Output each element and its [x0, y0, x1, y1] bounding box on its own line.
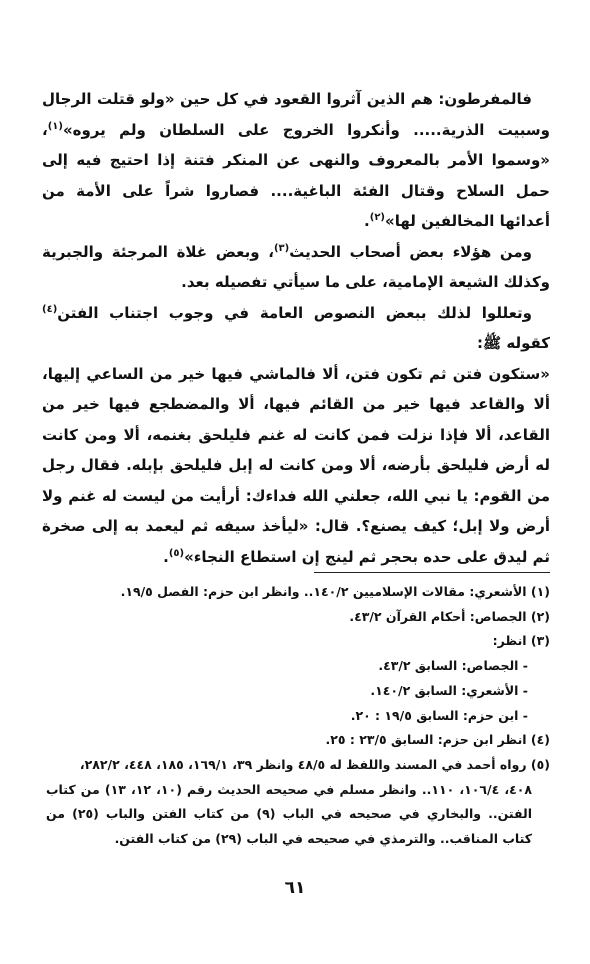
footnote-ref-4: (٤) — [42, 303, 58, 315]
paragraph-2 — [42, 237, 550, 298]
footnote-ref-5: (٥) — [168, 547, 185, 559]
main-text — [42, 84, 550, 572]
footnote-3-item-2: - الأشعري: السابق ١٤٠/٢. — [370, 682, 528, 698]
footnote-4: (٤) انظر ابن حزم: السابق ٢٣/٥ : ٢٥. — [325, 732, 550, 748]
paragraph-1-end: . — [364, 212, 370, 230]
paragraph-2-text: ومن هؤلاء بعض أصحاب الحديث — [289, 242, 532, 261]
paragraph-1-text-b: ، «وسموا الأمر بالمعروف والنهى عن المنكر فتنة إذا احتيج فيه إلى حمل السلاح وقتال الفئة الباغية.... فصاروا شراً على الأمة من أعدائها المخالفين لها» — [42, 120, 550, 230]
paragraph-3 — [42, 298, 550, 359]
footnote-3-item-3: - ابن حزم: السابق ١٩/٥ : ٢٠. — [350, 707, 528, 723]
hadith-quote — [42, 359, 550, 573]
footnote-5: (٥) رواه أحمد في المسند واللفظ له ٤٨/٥ وانظر ٣٩، ١٦٩/١، ١٨٥، ٤٤٨، ٢٨٢/٢، — [79, 756, 550, 772]
page-number: ٦١ — [284, 878, 306, 898]
footnote-5-continued: ٤٠٨، ١٠٦/٤، ١١٠.. وانظر مسلم في صحيحه الحديث رقم (١٠، ١٢، ١٣) من كتاب الفتن.. والبخاري في صحيحه في الباب (٩) من كتاب الفتن والباب (٢٥) من كتاب المناقب.. والترمذي في صحيحه في الباب (٢٩) من كتاب الفتن. — [46, 781, 532, 847]
paragraph-1 — [42, 84, 550, 237]
paragraph-1-text: فالمفرطون: هم الذين آثروا القعود في كل حين «ولو قتلت الرجال وسبيت الذرية..... وأنكروا الخروج على السلطان ولم يروه» — [42, 90, 550, 139]
footnotes — [46, 580, 550, 852]
footnote-3: (٣) انظر: — [492, 633, 550, 649]
footnote-ref-3: (٣) — [273, 242, 290, 254]
footnote-2: (٢) الجصاص: أحكام القرآن ٤٣/٢. — [349, 608, 550, 624]
footnote-ref-2: (٢) — [369, 212, 385, 223]
hadith-text: «ستكون فتن ثم تكون فتن، ألا فالماشي فيها خير من الساعي إليها، ألا والقاعد فيها خير من القائم فيها، ألا والمضطجع فيها خير من القاعد، ألا فإذا نزلت فمن كانت له غنم فليلحق بغنمه، ألا ومن كانت له أرض فليلحق بأرضه، ألا ومن كانت له إبل فليلحق بإبله. فقال رجل من القوم: يا نبي الله، جعلني الله فداءك: أرأيت من ليست له غنم ولا أرض ولا إبل؛ كيف يصنع؟. قال: «ليأخذ سيفه ثم ليعمد به إلى صخرة ثم ليدق على حده بحجر ثم لينج إن استطاع النجاء» — [42, 364, 550, 566]
hadith-end: . — [163, 547, 169, 566]
footnote-3-item-1: - الجصاص: السابق ٤٣/٢. — [378, 658, 528, 674]
paragraph-3-text: وتعللوا لذلك ببعض النصوص العامة في وجوب اجتناب الفتن — [57, 303, 532, 322]
paragraph-2-text-b: ، وبعض غلاة المرجئة والجبرية وكذلك الشيعة الإمامية، على ما سيأتي تفصيله بعد. — [42, 242, 550, 291]
footnote-divider — [314, 572, 550, 573]
footnote-ref-1: (١) — [47, 120, 63, 132]
paragraph-3-text-b: كقوله ﷺ: — [477, 334, 550, 352]
footnote-1: (١) الأشعري: مقالات الإسلاميين ١٤٠/٢.. وانظر ابن حزم: الفصل ١٩/٥. — [120, 584, 550, 599]
